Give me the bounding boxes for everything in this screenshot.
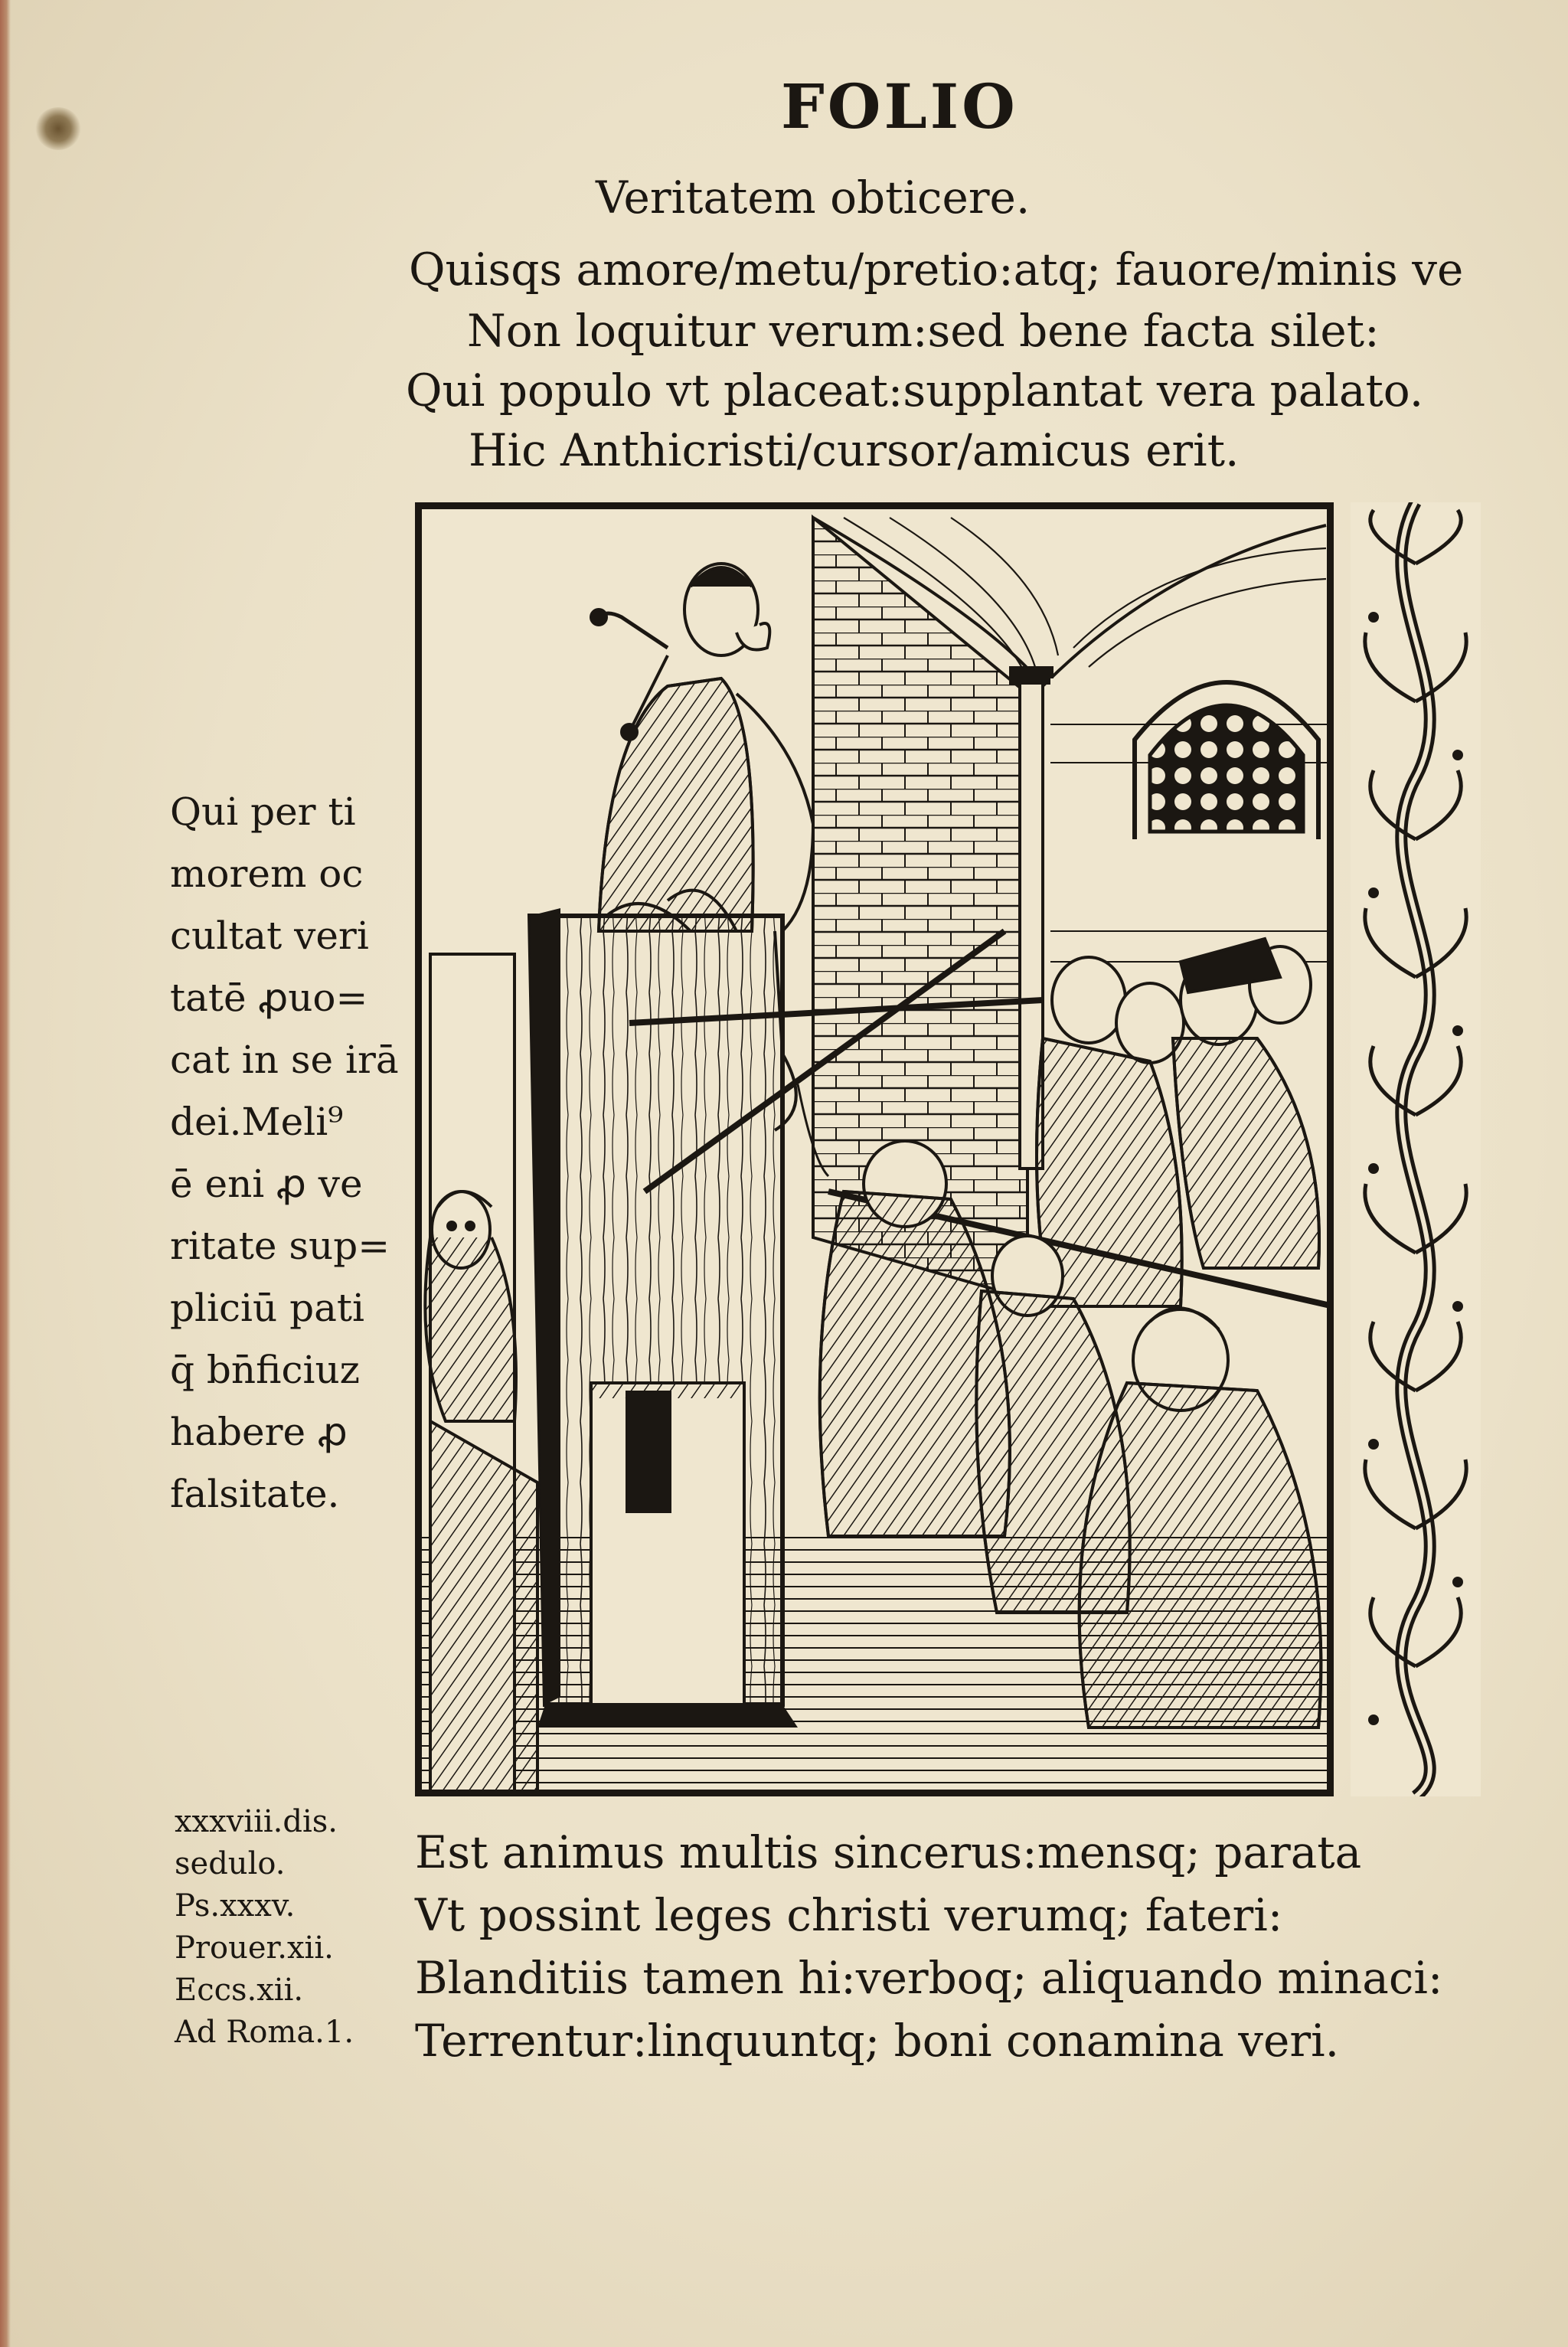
verse-line: Hic Anthicristi/cursor/amicus erit. — [469, 424, 1240, 476]
reference-line: Ad Roma.1. — [175, 2015, 354, 2050]
verse-bottom — [415, 1821, 1442, 2072]
reference-line: Prouer.xii. — [175, 1930, 334, 1966]
gloss-line: tatē ꝓuo= — [170, 976, 368, 1020]
paper-stain — [35, 107, 81, 150]
verse-line: Est animus multis sincerus:mensq; parata — [415, 1826, 1362, 1878]
verse-title: Veritatem obticere. — [596, 172, 1031, 224]
reference-line: sedulo. — [175, 1846, 286, 1881]
reference-line: Eccs.xii. — [175, 1973, 304, 2008]
verse-line: Blanditiis tamen hi:verboq; aliquando minaci: — [415, 1952, 1443, 2004]
verse-line: Non loquitur verum:sed bene facta silet: — [467, 305, 1380, 357]
gloss-line: cat in se irā — [170, 1038, 399, 1082]
gloss-line: morem oc — [170, 852, 364, 896]
verse-line: Vt possint leges christi verumq; fateri: — [415, 1889, 1283, 1941]
verse-line: Terrentur:linquuntq; boni conamina veri. — [415, 2015, 1340, 2067]
gloss-line: ritate sup= — [170, 1224, 390, 1268]
reference-line: Ps.xxxv. — [175, 1888, 296, 1924]
ornamental-border — [1351, 502, 1481, 1796]
reference-line: xxxviii.dis. — [175, 1804, 338, 1839]
verse-line: Quisqs amore/metu/pretio:atq; fauore/minis ve — [409, 244, 1464, 296]
gloss-line: q̄ bn̄ficiuz — [170, 1348, 360, 1392]
folio-header: FOLIO — [781, 70, 1018, 142]
gloss-line: Qui per ti — [170, 789, 356, 834]
page-binding-edge — [0, 0, 11, 2347]
gloss-line: falsitate. — [170, 1472, 340, 1516]
gloss-line: dei.Meli⁹ — [170, 1100, 344, 1144]
side-gloss — [170, 781, 423, 1525]
woodcut-illustration — [415, 502, 1334, 1796]
gloss-line: ē eni ꝓ ve — [170, 1162, 363, 1206]
verse-line: Qui populo vt placeat:supplantat vera palato. — [406, 364, 1424, 417]
gloss-line: cultat veri — [170, 914, 369, 958]
margin-references — [175, 1801, 404, 2054]
gloss-line: pliciū pati — [170, 1286, 364, 1330]
gloss-line: habere ꝓ — [170, 1410, 348, 1454]
